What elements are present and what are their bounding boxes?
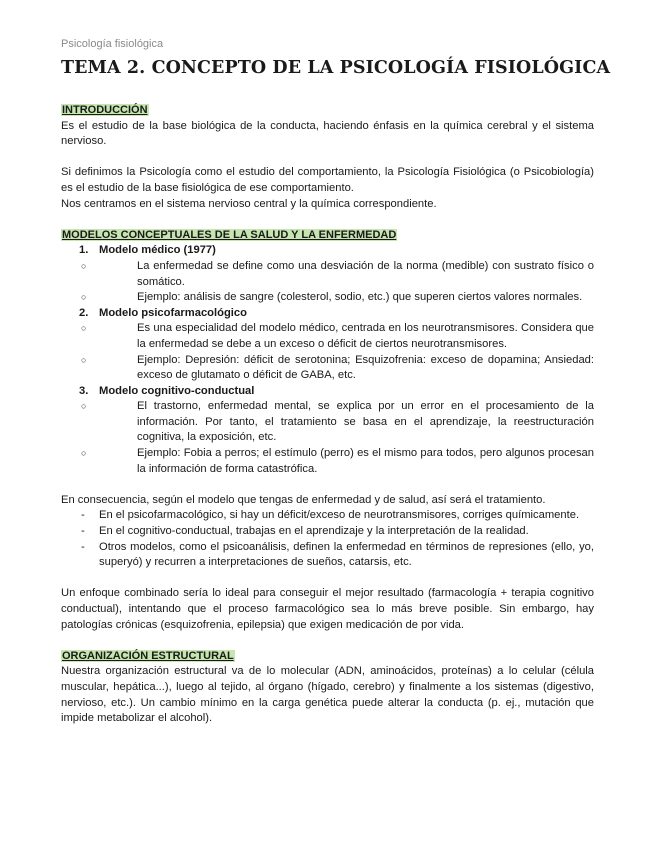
model-item xyxy=(61,306,594,384)
running-header: Psicología fisiológica xyxy=(61,38,164,50)
section-heading-organizacion: ORGANIZACIÓN ESTRUCTURAL xyxy=(62,649,234,662)
dash-item: - En el cognitivo-conductual, trabajas en el aprendizaje y la interpretación de la realidad. xyxy=(61,524,594,540)
organization-paragraph: Nuestra organización estructural va de lo molecular (ADN, aminoácidos, proteínas) a lo celular (célula muscular, hepática...), luego al tejido, al órgano (hígado, cerebro) y finalmente a los sistemas (digestivo, nervioso, etc.). Un cambio mínimo en la carga genética puede alterar la conducta (p. ej., mutación que impide metabolizar el alcohol). xyxy=(61,665,594,725)
model-number: 1. xyxy=(79,244,89,257)
model-bullet: ○ La enfermedad se define como una desviación de la norma (medible) con sustrato físico o somático. xyxy=(61,259,594,290)
model-title: Modelo cognitivo-conductual xyxy=(99,384,255,397)
model-bullet: ○ Ejemplo: Depresión: déficit de serotonina; Esquizofrenia: exceso de dopamina; Ansiedad: exceso de glutamato o déficit de GABA, etc. xyxy=(61,353,594,384)
treatment-dash-list xyxy=(61,508,594,570)
model-number: 3. xyxy=(79,384,89,397)
model-number: 2. xyxy=(79,306,89,319)
section-heading-modelos: MODELOS CONCEPTUALES DE LA SALUD Y LA ENFERMEDAD xyxy=(62,228,397,241)
section-heading-introduccion: INTRODUCCIÓN xyxy=(62,104,148,116)
model-bullet: ○ Ejemplo: análisis de sangre (colesterol, sodio, etc.) que superen ciertos valores normales. xyxy=(61,290,594,306)
intro-paragraph-3: Nos centramos en el sistema nervioso central y la química correspondiente. xyxy=(61,197,437,210)
intro-paragraph-1: Es el estudio de la base biológica de la conducta, haciendo énfasis en la química cerebral y el sistema nervioso. xyxy=(61,119,594,148)
model-bullet: ○ El trastorno, enfermedad mental, se explica por un error en el procesamiento de la información. Por tanto, el tratamiento se basa en el aprendizaje, la reestructuración cognitiva, la exposición, etc. xyxy=(61,399,594,446)
models-conclusion: En consecuencia, según el modelo que tengas de enfermedad y de salud, así será el tratamiento. xyxy=(61,493,546,506)
intro-paragraph-2: Si definimos la Psicología como el estudio del comportamiento, la Psicología Fisiológica (o Psicobiología) es el estudio de la base fisiológica de ese comportamiento. xyxy=(61,166,594,194)
model-title: Modelo psicofarmacológico xyxy=(99,306,247,319)
models-list xyxy=(61,243,594,477)
page-title: TEMA 2. CONCEPTO DE LA PSICOLOGÍA FISIOLÓGICA xyxy=(61,58,611,78)
model-title: Modelo médico (1977) xyxy=(99,244,216,257)
dash-item: - En el psicofarmacológico, si hay un déficit/exceso de neurotransmisores, corriges químicamente. xyxy=(61,508,594,524)
combined-approach-paragraph: Un enfoque combinado sería lo ideal para conseguir el mejor resultado (farmacología + terapia cognitivo conductual), intentando que el proceso farmacológico sea lo más breve posible. Sin embargo, hay patologías crónicas (esquizofrenia, epilepsia) que exigen medicación de por vida. xyxy=(61,587,594,631)
model-item xyxy=(61,384,594,478)
model-bullet: ○ Ejemplo: Fobia a perros; el estímulo (perro) es el mismo para todos, pero algunos procesan la información de forma catastrófica. xyxy=(61,446,594,477)
dash-item: - Otros modelos, como el psicoanálisis, definen la enfermedad en términos de represiones (ello, yo, superyó) y recurren a interpretaciones de sueños, catarsis, etc. xyxy=(61,540,594,571)
model-bullet: ○ Es una especialidad del modelo médico, centrada en los neurotransmisores. Considera que la enfermedad se debe a un exceso o déficit de ciertos neurotransmisores. xyxy=(61,321,594,352)
model-item xyxy=(61,243,594,305)
